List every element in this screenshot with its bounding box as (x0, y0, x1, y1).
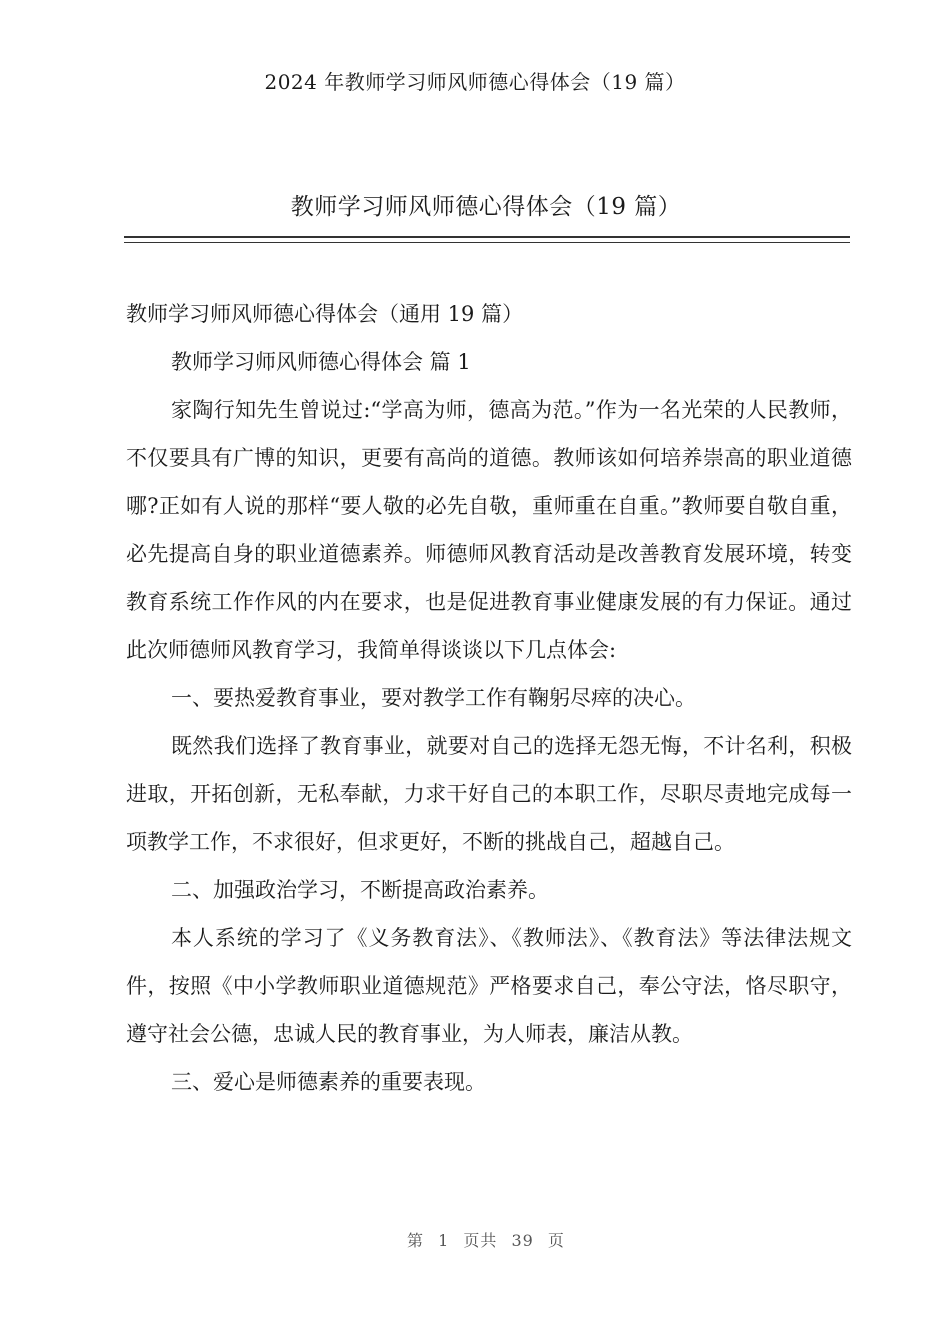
running-header: 2024 年教师学习师风师德心得体会（19 篇） (264, 70, 686, 94)
paragraph: 一、要热爱教育事业，要对教学工作有鞠躬尽瘁的决心。 (171, 686, 696, 710)
page-number: 第 1 页共 39 页 (407, 1231, 565, 1250)
document-body (126, 290, 852, 1106)
paragraph: 家陶行知先生曾说过:“学高为师，德高为范。”作为一名光荣的人民教师，不仅要具有广博的知识，更要有高尚的道德。教师该如何培养崇高的职业道德哪?正如有人说的那样“要人敬的必先自敬，重师重在自重。”教师要自敬自重，必先提高自身的职业道德素养。师德师风教育活动是改善教育发展环境，转变教育系统工作作风的内在要求，也是促进教育事业健康发展的有力保证。通过此次师德师风教育学习，我简单得谈谈以下几点体会: (126, 398, 852, 662)
document-title: 教师学习师风师德心得体会（19 篇） (290, 194, 682, 220)
section-heading: 教师学习师风师德心得体会 篇 1 (171, 350, 471, 374)
paragraph: 既然我们选择了教育事业，就要对自己的选择无怨无悔，不计名利，积极进取，开拓创新，无私奉献，力求干好自己的本职工作，尽职尽责地完成每一项教学工作，不求很好，但求更好，不断的挑战自己，超越自己。 (126, 734, 852, 854)
document-subtitle: 教师学习师风师德心得体会（通用 19 篇） (126, 302, 524, 326)
paragraph: 二、加强政治学习，不断提高政治素养。 (171, 878, 549, 902)
paragraph: 三、爱心是师德素养的重要表现。 (171, 1070, 486, 1094)
title-divider (124, 236, 850, 243)
paragraph: 本人系统的学习了《义务教育法》、《教师法》、《教育法》等法律法规文件，按照《中小学教师职业道德规范》严格要求自己，奉公守法，恪尽职守，遵守社会公德，忠诚人民的教育事业，为人师表，廉洁从教。 (126, 926, 852, 1046)
